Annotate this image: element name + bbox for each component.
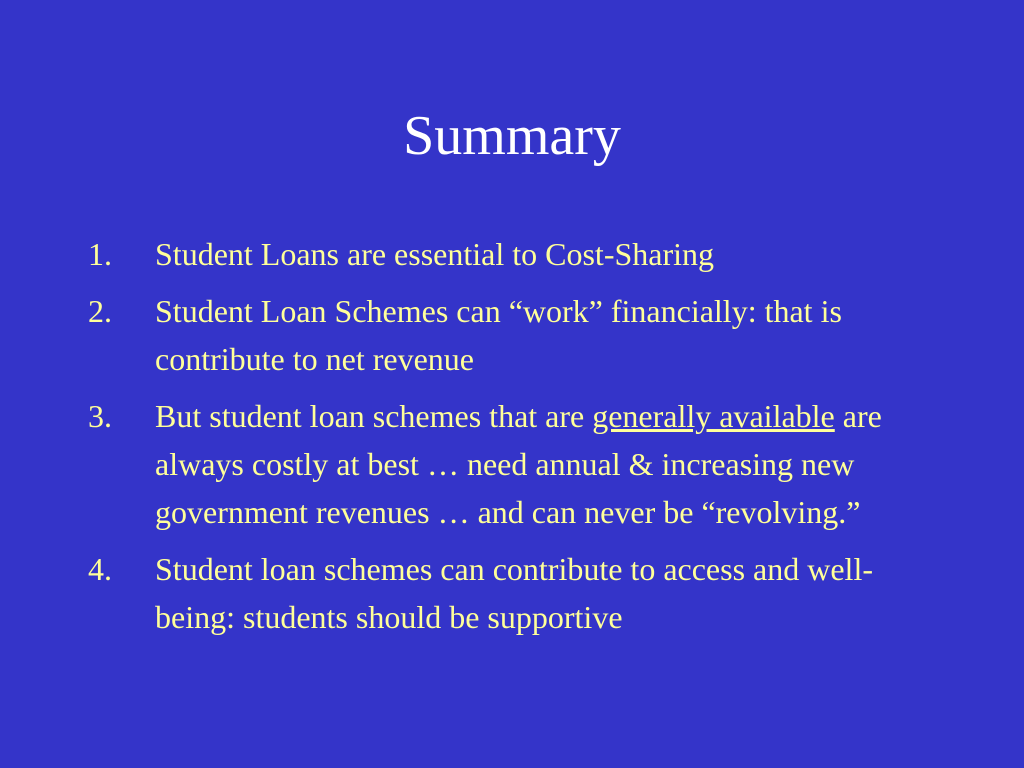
item-number: 1.: [88, 236, 112, 272]
item-text: Student loan schemes can contribute to access and well-being: students should be supportive: [155, 551, 873, 635]
list-item: [88, 230, 928, 278]
item-number: 3.: [88, 398, 112, 434]
underlined-phrase: generally available: [592, 398, 835, 434]
list-item: [88, 392, 928, 536]
item-number: 4.: [88, 551, 112, 587]
item-text: Student Loans are essential to Cost-Sharing: [155, 236, 715, 272]
item-text: Student Loan Schemes can “work” financially: that is contribute to net revenue: [155, 293, 842, 377]
summary-list: [88, 230, 928, 650]
item-text-before: But student loan schemes that are: [155, 398, 593, 434]
item-text-after: are always costly at best … need annual & increasing new government revenues … and can never be “revolving.”: [155, 398, 882, 530]
slide-title: Summary: [403, 105, 621, 167]
list-item: [88, 545, 928, 641]
item-number: 2.: [88, 293, 112, 329]
list-item: [88, 287, 928, 383]
